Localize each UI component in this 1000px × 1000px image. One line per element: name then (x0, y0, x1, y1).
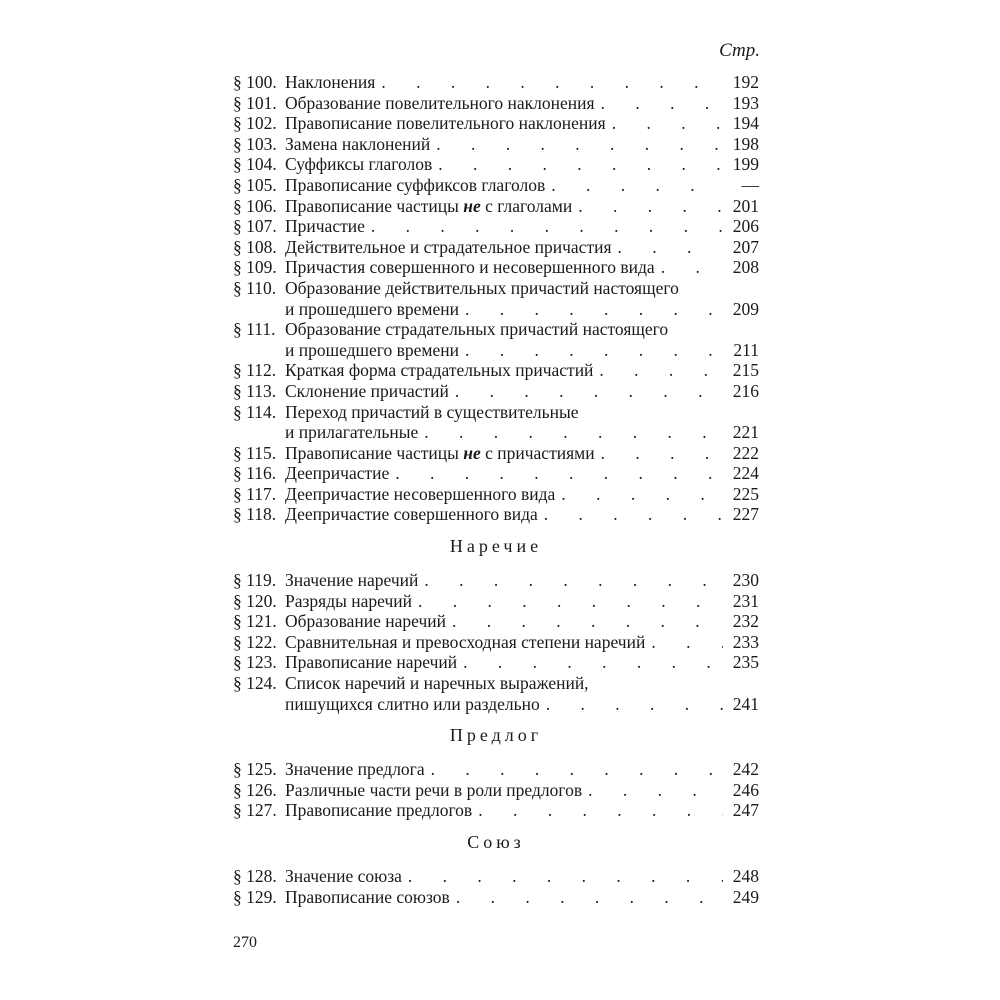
toc-entry-line (233, 402, 759, 423)
toc-entry-line (233, 196, 759, 217)
entry-page-number: 198 (732, 133, 759, 154)
toc-entry-line (233, 652, 759, 673)
entry-title (285, 759, 425, 780)
dot-leader (463, 652, 723, 673)
title-text: и прилагательные (285, 422, 419, 443)
toc-entry-line (233, 484, 759, 505)
entry-title (285, 694, 540, 715)
toc-entry (233, 570, 759, 591)
section-number: § 116. (233, 463, 277, 484)
entry-title (285, 72, 375, 93)
entry-title (285, 340, 459, 361)
toc-entry-line (233, 93, 759, 114)
section-number: § 121. (233, 611, 277, 632)
title-text: Причастия совершенного и несовершенного вида (285, 257, 655, 278)
title-text: Правописание наречий (285, 652, 458, 673)
toc-entry-line (233, 422, 759, 443)
toc-entry (233, 611, 759, 632)
toc-entry (233, 443, 759, 464)
entry-page-number: 235 (732, 652, 759, 673)
toc-entry (233, 780, 759, 801)
title-text: Правописание союзов (285, 886, 450, 907)
title-text: Действительное и страдательное причастия (285, 236, 612, 257)
entry-page-number: 231 (732, 590, 759, 611)
section-number: § 128. (233, 866, 277, 886)
section-heading-conjunction: Союз (467, 832, 525, 852)
entry-title (285, 299, 459, 320)
dot-leader (408, 866, 723, 887)
toc-entry-line (233, 175, 759, 196)
toc-entry-line (233, 611, 759, 632)
dot-leader (438, 154, 723, 175)
title-text: Образование страдательных причастий настоящего (285, 319, 669, 340)
toc-entry-line (233, 591, 759, 612)
title-text: Склонение причастий (285, 380, 449, 401)
emphasis-text: не (463, 442, 481, 463)
title-text: Суффиксы глаголов (285, 154, 433, 175)
entry-page-number: 207 (732, 236, 759, 257)
section-number: § 125. (233, 759, 277, 780)
toc-entry-line (233, 780, 759, 801)
toc-entry (233, 216, 759, 237)
entry-title (285, 866, 402, 887)
title-text: Значение предлога (285, 759, 425, 780)
entry-page-number: 232 (732, 611, 759, 632)
entry-page-number: 194 (732, 113, 759, 134)
toc-entry (233, 72, 759, 93)
toc-entry-line (233, 154, 759, 175)
entry-page-number: — (741, 174, 759, 195)
toc-group-verbs (233, 72, 759, 525)
toc-entry-line (233, 463, 759, 484)
section-number: § 110. (233, 277, 277, 298)
entry-title (285, 422, 418, 443)
dot-leader (601, 443, 723, 464)
title-text: и прошедшего времени (285, 298, 459, 319)
title-text: Сравнительная и превосходная степени наречий (285, 631, 646, 652)
title-text: Переход причастий в существительные (285, 401, 579, 422)
page-column-header: Стр. (719, 40, 760, 61)
dot-leader (599, 360, 723, 381)
entry-page-number: 247 (732, 800, 759, 821)
entry-title (285, 278, 679, 299)
title-text: Различные части речи в роли предлогов (285, 779, 583, 800)
entry-page-number: 193 (732, 92, 759, 113)
dot-leader (455, 381, 723, 402)
title-text: с причастиями (480, 442, 595, 463)
title-text: Список наречий и наречных выражений, (285, 673, 589, 694)
toc-entry-line (233, 319, 759, 340)
toc-entry (233, 632, 759, 653)
entry-page-number: 201 (732, 195, 759, 216)
title-text: Деепричастие (285, 463, 390, 484)
title-text: Правописание частицы (285, 195, 464, 216)
section-number: § 120. (233, 590, 277, 611)
page-number: 270 (233, 934, 257, 951)
entry-title (285, 484, 555, 505)
toc-entry (233, 196, 759, 217)
dot-leader (588, 780, 723, 801)
section-number: § 100. (233, 72, 277, 92)
section-number: § 101. (233, 92, 277, 113)
title-text: Правописание повелительного наклонения (285, 113, 606, 134)
dot-leader (424, 422, 723, 443)
dot-leader (478, 800, 723, 821)
toc-entry-line (233, 237, 759, 258)
entry-page-number: 192 (732, 72, 759, 92)
toc-entry-line (233, 72, 759, 93)
entry-title (285, 381, 449, 402)
toc-entry-line (233, 113, 759, 134)
section-number: § 111. (233, 319, 276, 340)
toc-entry (233, 175, 759, 196)
entry-page-number: 206 (732, 216, 759, 237)
entry-page-number: 225 (732, 483, 759, 504)
entry-title (285, 611, 446, 632)
toc-entry-line (233, 443, 759, 464)
entry-page-number: 224 (732, 463, 759, 484)
dot-leader (395, 463, 723, 484)
entry-page-number: 211 (733, 339, 759, 360)
title-text: с глаголами (480, 195, 573, 216)
entry-page-number: 199 (732, 154, 759, 175)
entry-page-number: 242 (732, 759, 759, 780)
toc-entry-line (233, 381, 759, 402)
toc-group-prepositions (233, 759, 759, 821)
title-text: Значение наречий (285, 570, 419, 591)
section-number: § 103. (233, 133, 277, 154)
toc-entry (233, 652, 759, 673)
toc-entry (233, 113, 759, 134)
section-heading-preposition: Предлог (449, 725, 543, 746)
entry-page-number: 227 (732, 504, 759, 525)
entry-title (285, 800, 472, 821)
section-number: § 117. (233, 483, 277, 504)
toc-entry (233, 278, 759, 319)
entry-title (285, 591, 412, 612)
dot-leader (551, 175, 723, 196)
dot-leader (465, 299, 723, 320)
title-text: Образование наречий (285, 611, 447, 632)
section-number: § 127. (233, 800, 277, 821)
entry-title (285, 673, 589, 694)
toc-entry-line (233, 134, 759, 155)
toc-entry-line (233, 360, 759, 381)
section-number: § 109. (233, 257, 277, 278)
toc-entry (233, 484, 759, 505)
toc-entry-line (233, 299, 759, 320)
section-number: § 106. (233, 195, 277, 216)
dot-leader (456, 887, 723, 908)
entry-title (285, 570, 418, 591)
entry-page-number: 230 (732, 570, 759, 591)
toc-entry-line (233, 866, 759, 887)
entry-title (285, 113, 606, 134)
title-text: Причастие (285, 216, 365, 237)
toc-entry-line (233, 504, 759, 525)
toc-entry (233, 381, 759, 402)
toc-entry-line (233, 632, 759, 653)
section-number: § 122. (233, 631, 277, 652)
title-text: Деепричастие совершенного вида (285, 504, 538, 525)
entry-page-number: 249 (732, 886, 759, 907)
section-number: § 119. (233, 570, 277, 591)
title-text: Деепричастие несовершенного вида (285, 483, 556, 504)
section-number: § 108. (233, 236, 277, 257)
entry-page-number: 209 (732, 298, 759, 319)
toc-entry (233, 154, 759, 175)
toc-entry (233, 463, 759, 484)
toc-entry-line (233, 216, 759, 237)
section-number: § 113. (233, 380, 277, 401)
section-number: § 129. (233, 886, 277, 907)
section-number: § 102. (233, 113, 277, 134)
entry-title (285, 652, 457, 673)
dot-leader (452, 611, 723, 632)
section-number: § 105. (233, 174, 277, 195)
entry-title (285, 175, 545, 196)
title-text: пишущихся слитно или раздельно (285, 693, 540, 714)
entry-page-number: 246 (732, 779, 759, 800)
title-text: Значение союза (285, 866, 402, 886)
toc-entry (233, 402, 759, 443)
section-number: § 114. (233, 401, 277, 422)
toc-entry (233, 887, 759, 908)
entry-title (285, 443, 595, 464)
dot-leader (618, 237, 723, 258)
entry-page-number: 233 (732, 631, 759, 652)
toc-group-adverbs (233, 570, 759, 714)
toc-entry (233, 319, 759, 360)
section-number: § 124. (233, 673, 277, 694)
title-text: Правописание предлогов (285, 800, 473, 821)
emphasis-text: не (463, 195, 481, 216)
dot-leader (612, 113, 723, 134)
entry-title (285, 504, 538, 525)
toc-entry (233, 134, 759, 155)
toc-entry (233, 93, 759, 114)
toc-entry-line (233, 759, 759, 780)
dot-leader (651, 632, 723, 653)
title-text: Образование действительных причастий настоящего (285, 277, 679, 298)
entry-title (285, 780, 582, 801)
dot-leader (381, 72, 723, 93)
entry-page-number: 208 (732, 257, 759, 278)
toc-entry-line (233, 257, 759, 278)
title-text: Краткая форма страдательных причастий (285, 360, 594, 381)
section-number: § 107. (233, 216, 277, 237)
title-text: Правописание суффиксов глаголов (285, 174, 546, 195)
dot-leader (465, 340, 723, 361)
entry-title (285, 463, 389, 484)
table-of-contents (233, 72, 759, 907)
toc-entry-line (233, 887, 759, 908)
dot-leader (546, 694, 723, 715)
toc-entry (233, 257, 759, 278)
entry-title (285, 319, 668, 340)
entry-title (285, 134, 430, 155)
entry-page-number: 248 (732, 866, 759, 886)
title-text: Замена наклонений (285, 133, 431, 154)
dot-leader (601, 93, 723, 114)
toc-entry-line (233, 673, 759, 694)
entry-title (285, 257, 655, 278)
toc-entry-line (233, 278, 759, 299)
entry-title (285, 196, 572, 217)
entry-title (285, 93, 595, 114)
dot-leader (424, 570, 723, 591)
toc-entry (233, 591, 759, 612)
entry-page-number: 221 (732, 422, 759, 443)
section-number: § 126. (233, 779, 277, 800)
section-number: § 115. (233, 442, 277, 463)
toc-entry (233, 800, 759, 821)
dot-leader (578, 196, 723, 217)
dot-leader (561, 484, 723, 505)
dot-leader (544, 504, 723, 525)
section-number: § 118. (233, 504, 277, 525)
toc-entry (233, 759, 759, 780)
toc-entry (233, 237, 759, 258)
section-heading-adverb: Наречие (449, 536, 543, 557)
dot-leader (661, 257, 723, 278)
title-text: Образование повелительного наклонения (285, 92, 595, 113)
entry-title (285, 237, 612, 258)
entry-page-number: 241 (732, 693, 759, 714)
entry-title (285, 360, 593, 381)
toc-entry (233, 866, 759, 887)
toc-entry-line (233, 570, 759, 591)
section-number: § 123. (233, 652, 277, 673)
toc-entry-line (233, 694, 759, 715)
entry-title (285, 216, 365, 237)
title-text: и прошедшего времени (285, 339, 459, 360)
toc-entry-line (233, 800, 759, 821)
entry-page-number: 216 (732, 380, 759, 401)
toc-entry (233, 504, 759, 525)
title-text: Разряды наречий (285, 590, 412, 611)
toc-group-conjunctions (233, 866, 759, 907)
dot-leader (436, 134, 723, 155)
entry-title (285, 402, 579, 423)
dot-leader (431, 759, 723, 780)
toc-entry (233, 673, 759, 714)
section-number: § 104. (233, 154, 277, 175)
entry-title (285, 887, 450, 908)
entry-page-number: 215 (732, 360, 759, 381)
entry-title (285, 154, 432, 175)
entry-title (285, 632, 645, 653)
dot-leader (371, 216, 723, 237)
toc-entry-line (233, 340, 759, 361)
dot-leader (418, 591, 723, 612)
section-number: § 112. (233, 360, 277, 381)
toc-entry (233, 360, 759, 381)
entry-page-number: 222 (732, 442, 759, 463)
title-text: Наклонения (285, 72, 376, 92)
title-text: Правописание частицы (285, 442, 464, 463)
